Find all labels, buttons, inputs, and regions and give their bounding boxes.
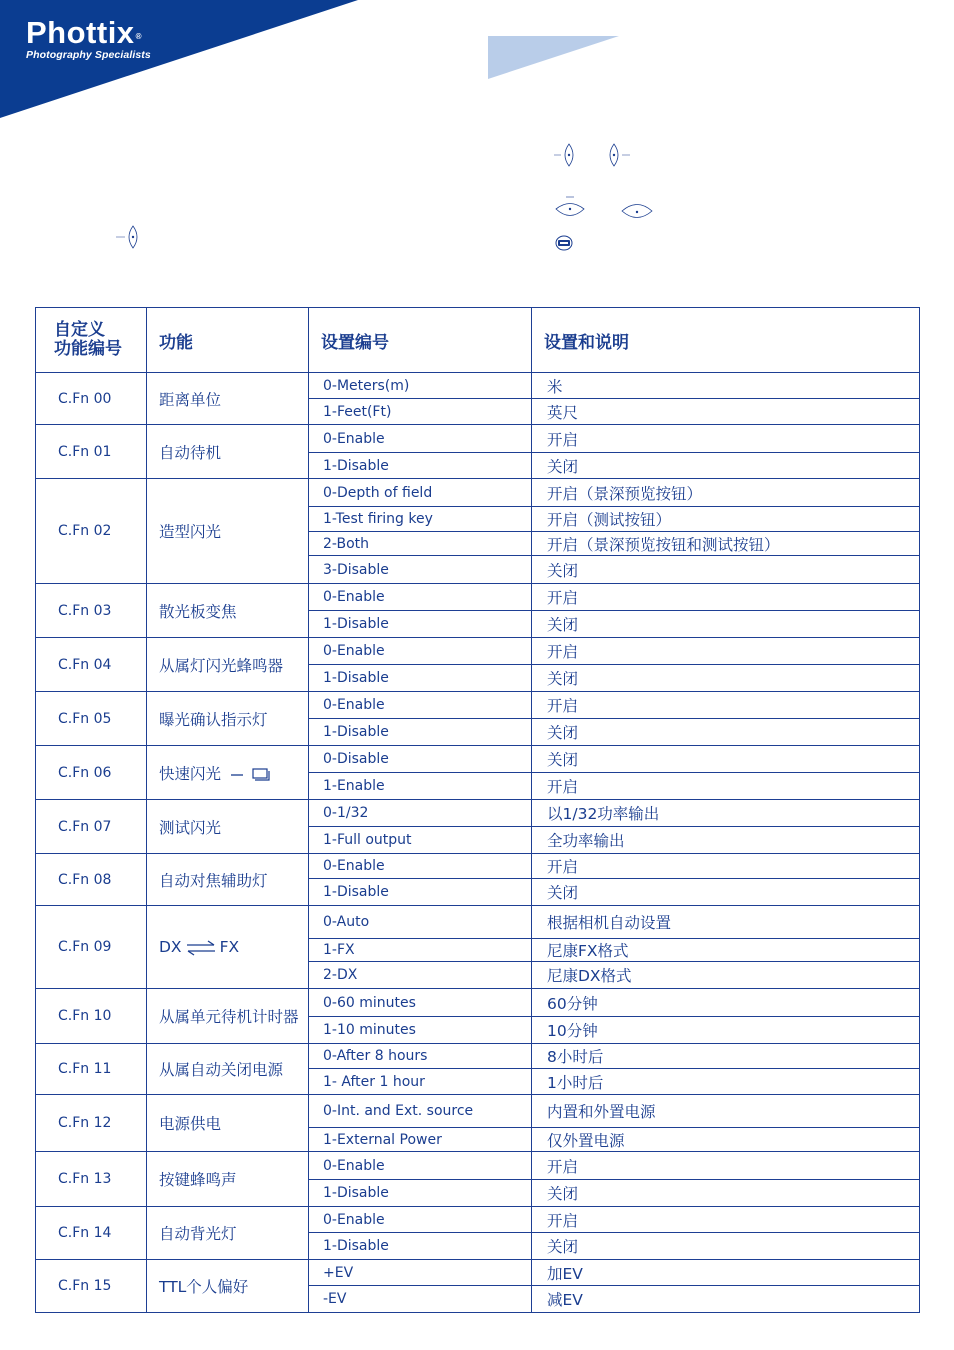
cfn-function <box>147 1260 309 1313</box>
brand-logo <box>26 16 151 62</box>
setting-description: 开启 <box>532 584 920 611</box>
setting-description: 关闭 <box>532 719 920 746</box>
table-body <box>36 373 920 1313</box>
cfn-code: C.Fn 13 <box>36 1152 147 1207</box>
cfn-function <box>147 692 309 746</box>
cfn-code: C.Fn 11 <box>36 1044 147 1095</box>
cfn-function-label: 自动待机 <box>159 443 222 462</box>
cfn-function-label: 快速闪光 <box>159 764 222 783</box>
cfn-code: C.Fn 12 <box>36 1095 147 1152</box>
cfn-code: C.Fn 01 <box>36 425 147 479</box>
accent-shape <box>488 36 620 84</box>
cfn-code: C.Fn 06 <box>36 746 147 800</box>
trademark-symbol: ® <box>135 32 142 41</box>
header-cfn-number: 自定义 功能编号 <box>36 308 147 373</box>
setting-number: 1-Disable <box>309 611 532 638</box>
setting-number: 1-Disable <box>309 1180 532 1207</box>
zoom-button-icon <box>554 194 586 220</box>
cfn-code: C.Fn 08 <box>36 854 147 906</box>
cfn-code: C.Fn 04 <box>36 638 147 692</box>
table-header-row <box>36 308 920 373</box>
setting-description: 内置和外置电源 <box>532 1095 920 1128</box>
setting-description: 关闭 <box>532 611 920 638</box>
setting-number: 2-Both <box>309 532 532 556</box>
setting-number: 0-60 minutes <box>309 989 532 1017</box>
table-row <box>36 479 920 507</box>
cfn-code: C.Fn 14 <box>36 1207 147 1260</box>
cfn-function-label: 测试闪光 <box>159 818 222 837</box>
table-row <box>36 1207 920 1233</box>
setting-number: 0-Enable <box>309 638 532 665</box>
swap-arrows-icon <box>186 940 216 956</box>
setting-description: 加EV <box>532 1260 920 1286</box>
setting-description: 关闭 <box>532 1180 920 1207</box>
setting-number: 1-Disable <box>309 1233 532 1260</box>
cfn-function <box>147 1152 309 1207</box>
header-setting-description: 设置和说明 <box>532 308 920 373</box>
down-button-icon <box>620 202 654 224</box>
table-row <box>36 746 920 773</box>
quick-flash-icon <box>231 766 273 782</box>
table-row <box>36 1095 920 1128</box>
cfn-function-label: DX <box>159 938 182 956</box>
setting-number: 1-Feet(Ft) <box>309 399 532 425</box>
setting-number: 0-Enable <box>309 1207 532 1233</box>
setting-number: 0-Depth of field <box>309 479 532 507</box>
setting-description: 开启（测试按钮） <box>532 507 920 532</box>
setting-number: 1-Enable <box>309 773 532 800</box>
setting-description: 减EV <box>532 1286 920 1313</box>
header-setting-number: 设置编号 <box>309 308 532 373</box>
setting-number: 1-External Power <box>309 1128 532 1152</box>
setting-description: 全功率输出 <box>532 827 920 854</box>
cfn-function <box>147 906 309 989</box>
brand-tagline: Photography Specialists <box>26 49 151 61</box>
setting-number: 2-DX <box>309 962 532 989</box>
cfn-function <box>147 1207 309 1260</box>
setting-number: 0-Disable <box>309 746 532 773</box>
setting-description: 尼康DX格式 <box>532 962 920 989</box>
setting-description: 开启（景深预览按钮） <box>532 479 920 507</box>
cfn-code: C.Fn 07 <box>36 800 147 854</box>
cfn-table <box>35 307 920 1313</box>
cfn-code: C.Fn 05 <box>36 692 147 746</box>
cfn-function <box>147 584 309 638</box>
menu-button-icon <box>606 142 632 168</box>
setting-description: 关闭 <box>532 1233 920 1260</box>
cfn-button-small-icon <box>114 224 142 250</box>
table-row <box>36 692 920 719</box>
setting-description: 英尺 <box>532 399 920 425</box>
setting-number: 1- After 1 hour <box>309 1069 532 1095</box>
cfn-button-icon <box>552 142 578 168</box>
cfn-function-label: 从属自动关闭电源 <box>159 1061 284 1079</box>
set-button-icon <box>554 234 574 252</box>
cfn-code: C.Fn 10 <box>36 989 147 1044</box>
cfn-function-label: 按键蜂鸣声 <box>159 1171 237 1189</box>
cfn-function <box>147 1095 309 1152</box>
cfn-function-label: 自动对焦辅助灯 <box>159 871 268 890</box>
setting-description: 关闭 <box>532 746 920 773</box>
cfn-function-label: 曝光确认指示灯 <box>159 710 268 729</box>
setting-description: 开启 <box>532 854 920 879</box>
setting-number: -EV <box>309 1286 532 1313</box>
setting-description: 根据相机自动设置 <box>532 906 920 939</box>
setting-description: 关闭 <box>532 556 920 584</box>
cfn-function-label: 造型闪光 <box>159 523 222 541</box>
cfn-function <box>147 1044 309 1095</box>
table-row <box>36 989 920 1017</box>
setting-number: 0-Enable <box>309 1152 532 1180</box>
table-row <box>36 906 920 939</box>
cfn-function <box>147 638 309 692</box>
setting-number: 1-Disable <box>309 719 532 746</box>
setting-description: 10分钟 <box>532 1017 920 1044</box>
table-row <box>36 1044 920 1069</box>
setting-number: 0-Int. and Ext. source <box>309 1095 532 1128</box>
cfn-code: C.Fn 02 <box>36 479 147 584</box>
cfn-function-suffix: FX <box>219 938 240 956</box>
setting-description: 仅外置电源 <box>532 1128 920 1152</box>
table-row <box>36 1260 920 1286</box>
cfn-function <box>147 479 309 584</box>
setting-number: 0-1/32 <box>309 800 532 827</box>
setting-number: 0-Enable <box>309 584 532 611</box>
table-row <box>36 800 920 827</box>
setting-description: 1小时后 <box>532 1069 920 1095</box>
setting-description: 关闭 <box>532 665 920 692</box>
setting-description: 开启（景深预览按钮和测试按钮） <box>532 532 920 556</box>
setting-number: 0-Enable <box>309 425 532 453</box>
setting-description: 开启 <box>532 692 920 719</box>
setting-description: 关闭 <box>532 879 920 906</box>
setting-description: 开启 <box>532 1152 920 1180</box>
setting-number: 1-Full output <box>309 827 532 854</box>
setting-description: 以1/32功率输出 <box>532 800 920 827</box>
setting-description: 关闭 <box>532 453 920 479</box>
cfn-function-label: 散光板变焦 <box>159 602 237 621</box>
table-row <box>36 425 920 453</box>
setting-number: 1-Disable <box>309 665 532 692</box>
cfn-function <box>147 854 309 906</box>
setting-description: 8小时后 <box>532 1044 920 1069</box>
setting-number: 0-After 8 hours <box>309 1044 532 1069</box>
setting-description: 开启 <box>532 425 920 453</box>
cfn-function <box>147 373 309 425</box>
setting-number: 1-FX <box>309 939 532 962</box>
cfn-function <box>147 800 309 854</box>
setting-number: 0-Auto <box>309 906 532 939</box>
setting-number: +EV <box>309 1260 532 1286</box>
cfn-function-label: 电源供电 <box>159 1115 222 1133</box>
cfn-function <box>147 425 309 479</box>
brand-name: Phottix <box>26 15 135 50</box>
setting-number: 3-Disable <box>309 556 532 584</box>
cfn-function-label: 自动背光灯 <box>159 1225 237 1243</box>
table-row <box>36 854 920 879</box>
setting-number: 1-Test firing key <box>309 507 532 532</box>
setting-number: 1-10 minutes <box>309 1017 532 1044</box>
table-row <box>36 584 920 611</box>
cfn-code: C.Fn 00 <box>36 373 147 425</box>
cfn-function-label: 距离单位 <box>159 390 222 409</box>
setting-number: 1-Disable <box>309 879 532 906</box>
table-row <box>36 373 920 399</box>
setting-description: 开启 <box>532 773 920 800</box>
cfn-function-label: 从属单元待机计时器 <box>159 1008 299 1026</box>
setting-description: 开启 <box>532 1207 920 1233</box>
header-function: 功能 <box>147 308 309 373</box>
setting-description: 60分钟 <box>532 989 920 1017</box>
cfn-code: C.Fn 15 <box>36 1260 147 1313</box>
cfn-code: C.Fn 03 <box>36 584 147 638</box>
cfn-function <box>147 746 309 800</box>
setting-number: 0-Enable <box>309 692 532 719</box>
cfn-function <box>147 989 309 1044</box>
setting-description: 尼康FX格式 <box>532 939 920 962</box>
setting-number: 0-Enable <box>309 854 532 879</box>
cfn-code: C.Fn 09 <box>36 906 147 989</box>
table-row <box>36 638 920 665</box>
cfn-function-label: 从属灯闪光蜂鸣器 <box>159 656 284 675</box>
setting-description: 开启 <box>532 638 920 665</box>
table-row <box>36 1152 920 1180</box>
cfn-function-label: TTL个人偏好 <box>159 1278 249 1296</box>
setting-number: 1-Disable <box>309 453 532 479</box>
setting-number: 0-Meters(m) <box>309 373 532 399</box>
setting-description: 米 <box>532 373 920 399</box>
